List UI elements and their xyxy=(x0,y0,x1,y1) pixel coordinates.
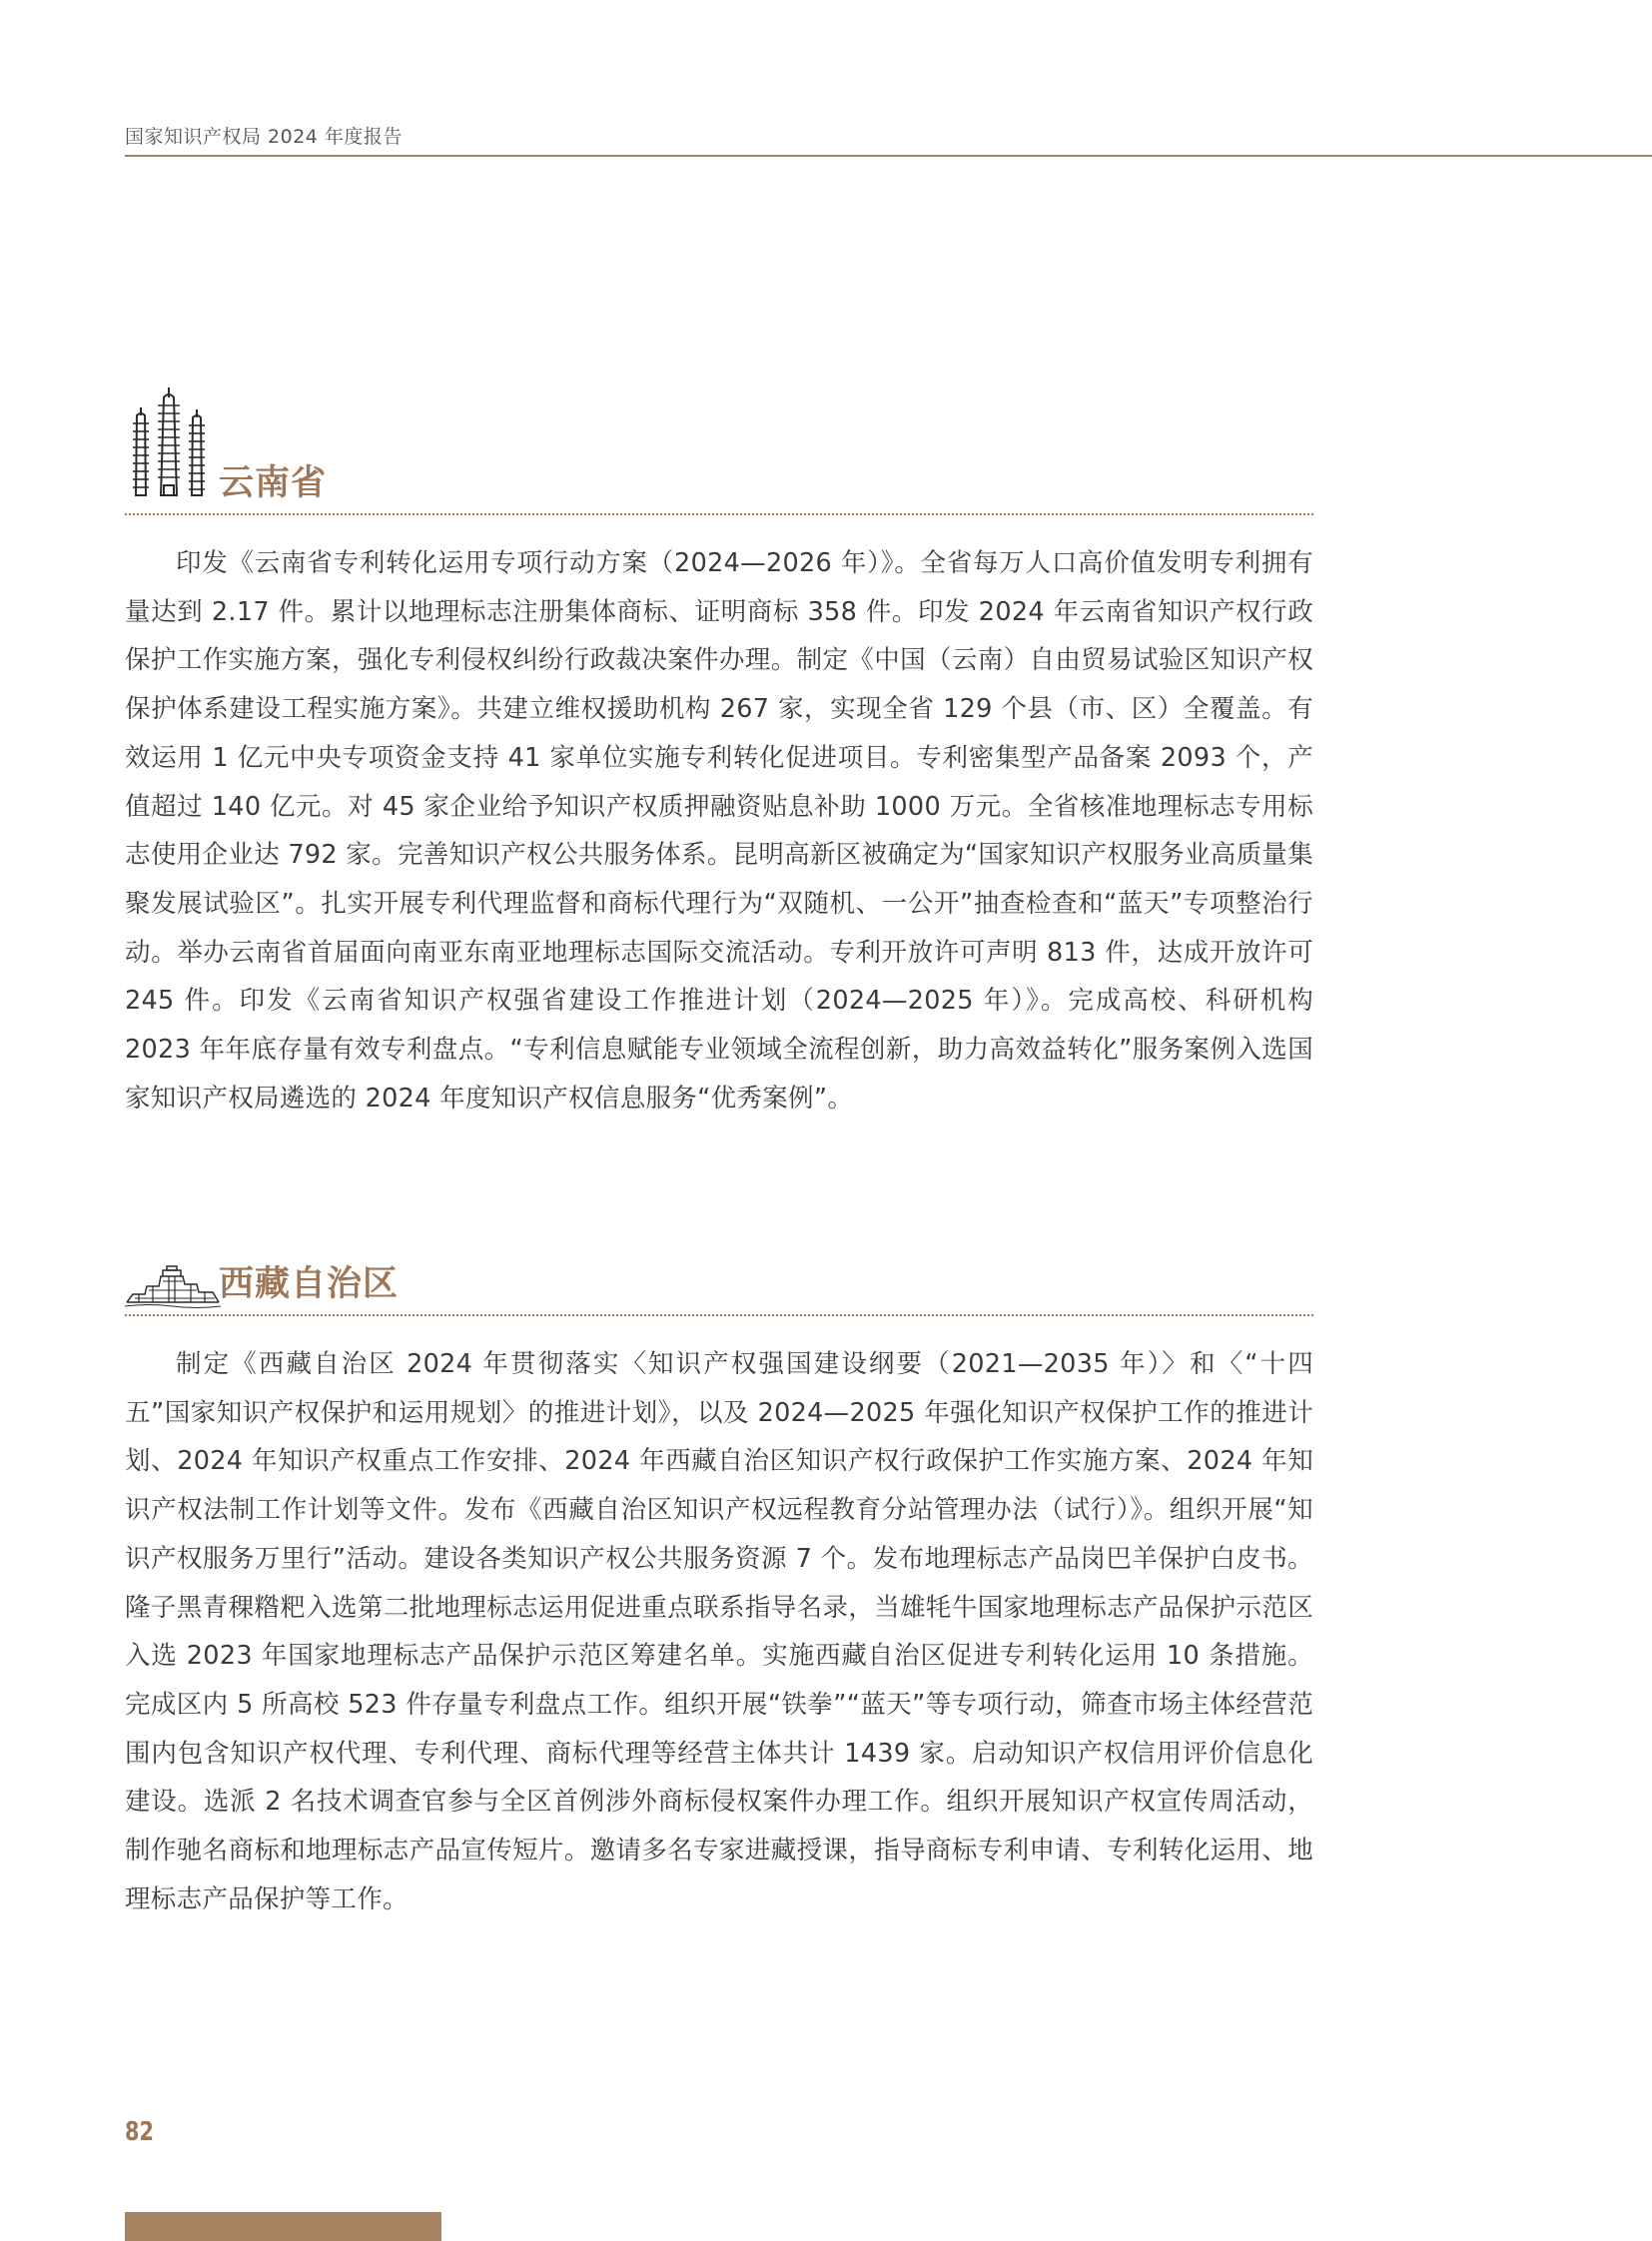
footer-color-bar xyxy=(125,2212,441,2241)
section-title: 西藏自治区 xyxy=(219,1264,400,1304)
section-title: 云南省 xyxy=(219,463,328,503)
page-number: 82 xyxy=(125,2117,154,2147)
dotted-divider xyxy=(125,1314,1313,1316)
section-paragraph: 制定《西藏自治区 2024 年贯彻落实〈知识产权强国建设纲要（2021—2035 年）〉和〈“十四五”国家知识产权保护和运用规划〉的推进计划》，以及 2024—2025 年强化知识产权保护工作的推进计划、2024 年知识产权重点工作安排、2024 年西藏自治区知识产权行政保护工作实施方案、2024 年知识产权法制工作计划等文件。发布《西藏自治区知识产权远程教育分站管理办法（试行）》。组织开展“知识产权服务万里行”活动。建设各类知识产权公共服务资源 7 个。发布地理标志产品岗巴羊保护白皮书。隆子黑青稞糌粑入选第二批地理标志运用促进重点联系指导名录，当雄牦牛国家地理标志产品保护示范区入选 2023 年国家地理标志产品保护示范区筹建名单。实施西藏自治区促进专利转化运用 10 条措施。完成区内 5 所高校 523 件存量专利盘点工作。组织开展“铁拳”“蓝天”等专项行动，筛查市场主体经营范围内包含知识产权代理、专利代理、商标代理等经营主体共计 1439 家。启动知识产权信用评价信息化建设。选派 2 名技术调查官参与全区首例涉外商标侵权案件办理工作。组织开展知识产权宣传周活动，制作驰名商标和地理标志产品宣传短片。邀请多名专家进藏授课，指导商标专利申请、专利转化运用、地理标志产品保护等工作。 xyxy=(125,1349,1313,1914)
section-xizang xyxy=(125,1243,1313,1923)
pagoda-icon xyxy=(125,385,213,507)
running-header: 国家知识产权局 2024 年度报告 xyxy=(125,126,403,148)
header-rule xyxy=(125,155,1652,157)
dotted-divider xyxy=(125,513,1313,515)
section-yunnan xyxy=(125,387,1313,1122)
potala-palace-icon xyxy=(125,1264,221,1308)
section-paragraph: 印发《云南省专利转化运用专项行动方案（2024—2026 年）》。全省每万人口高价值发明专利拥有量达到 2.17 件。累计以地理标志注册集体商标、证明商标 358 件。印发 2024 年云南省知识产权行政保护工作实施方案，强化专利侵权纠纷行政裁决案件办理。制定《中国（云南）自由贸易试验区知识产权保护体系建设工程实施方案》。共建立维权援助机构 267 家，实现全省 129 个县（市、区）全覆盖。有效运用 1 亿元中央专项资金支持 41 家单位实施专利转化促进项目。专利密集型产品备案 2093 个，产值超过 140 亿元。对 45 家企业给予知识产权质押融资贴息补助 1000 万元。全省核准地理标志专用标志使用企业达 792 家。完善知识产权公共服务体系。昆明高新区被确定为“国家知识产权服务业高质量集聚发展试验区”。扎实开展专利代理监督和商标代理行为“双随机、一公开”抽查检查和“蓝天”专项整治行动。举办云南省首届面向南亚东南亚地理标志国际交流活动。专利开放许可声明 813 件，达成开放许可 245 件。印发《云南省知识产权强省建设工作推进计划（2024—2025 年）》。完成高校、科研机构 2023 年年底存量有效专利盘点。“专利信息赋能专业领域全流程创新，助力高效益转化”服务案例入选国家知识产权局遴选的 2024 年度知识产权信息服务“优秀案例”。 xyxy=(125,548,1313,1114)
section-heading xyxy=(125,387,1313,509)
section-heading xyxy=(125,1243,1313,1310)
